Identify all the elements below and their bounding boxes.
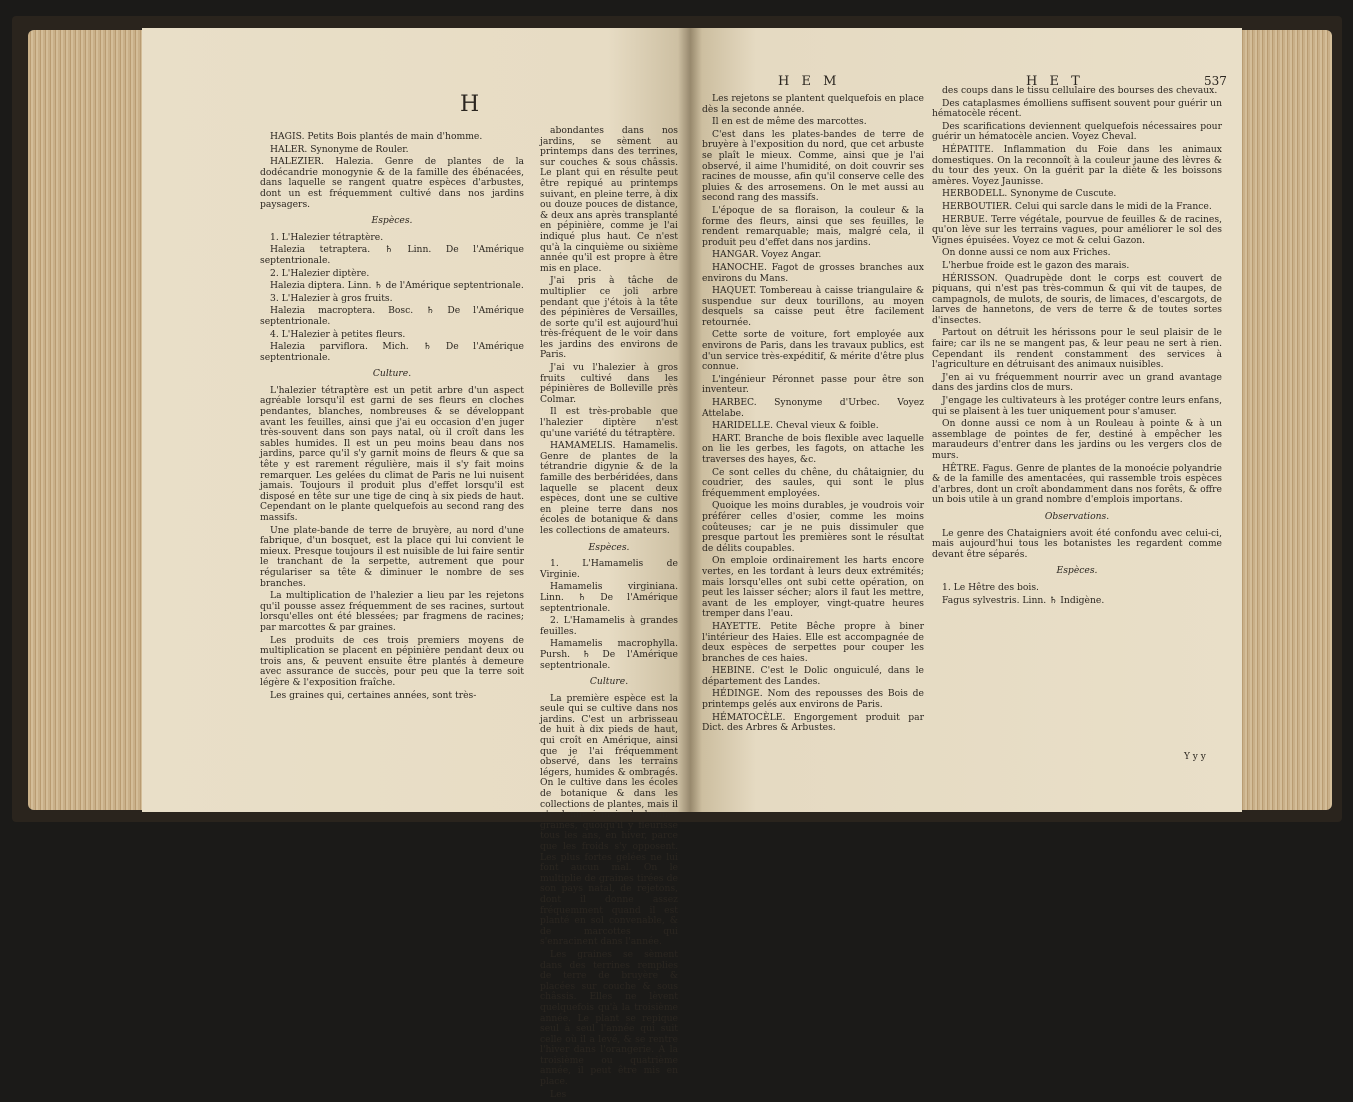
paragraph: On emploie ordinairement les harts encore vertes, en les tordant à leurs deux extrémités; mais lorsqu'elles ont subi cette opération, on peut les laisser sécher; alors il faut les mettre, avant de les employer, vingt-quatre heures tremper dans l'eau. bbox=[702, 555, 924, 620]
paragraph: HANOCHE. Fagot de grosses branches aux environs du Mans. bbox=[702, 261, 924, 284]
paragraph: L'ingénieur Péronnet passe pour être son inventeur. bbox=[702, 373, 924, 396]
paragraph: HALER. Synonyme de Rouler. bbox=[270, 143, 409, 155]
right-page bbox=[690, 28, 1242, 812]
paragraph: Halezia tetraptera. ♄ Linn. De l'Amérique septentrionale. bbox=[260, 244, 524, 266]
paragraph: HERBUE. Terre végétale, pourvue de feuilles & de racines, qu'on lève sur les terrains vagues, pour améliorer le sol des Vignes épuisées. Voyez ce mot & celui Gazon. bbox=[932, 213, 1222, 246]
left-page-edges bbox=[28, 30, 146, 810]
running-header-right: H E T bbox=[1026, 74, 1084, 89]
paragraph: HART. Branche de bois flexible avec laquelle on lie les gerbes, les fagots, on attache les traverses des hayes, &c. bbox=[702, 432, 924, 465]
paragraph: Ce sont celles du chêne, du châtaignier, du coudrier, des saules, qui sont le plus fréquemment employées. bbox=[702, 466, 924, 499]
paragraph: Quoique les moins durables, je voudrois voir préférer celles d'osier, comme les moins coûteuses; car je ne puis dissimuler que presque partout les premières sont le résultat de délits coupables. bbox=[702, 500, 924, 554]
paragraph: Les bbox=[550, 1088, 567, 1100]
paragraph: Culture. bbox=[589, 676, 629, 688]
right-column-2 bbox=[932, 86, 1222, 608]
paragraph: Le genre des Chataigniers avoit été confondu avec celui-ci, mais aujourd'hui tous les botanistes les regardent comme devant être séparés. bbox=[932, 527, 1222, 560]
paragraph: L'herbue froide est le gazon des marais. bbox=[942, 259, 1130, 271]
paragraph: Des scarifications deviennent quelquefois nécessaires pour guérir un hématocèle ancien. Voyez Cheval. bbox=[932, 120, 1222, 143]
paragraph: Observations. bbox=[1044, 510, 1110, 522]
paragraph: HAQUET. Tombereau à caisse triangulaire & suspendue sur deux tourillons, au moyen desquels sa caisse peut être facilement retournée. bbox=[702, 285, 924, 328]
paragraph: 2. L'Halezier diptère. bbox=[270, 267, 370, 279]
paragraph: HAGIS. Petits Bois plantés de main d'homme. bbox=[270, 131, 483, 142]
paragraph: HÉRISSON. Quadrupède dont le corps est couvert de piquans, qui n'est pas très-commun & qui vit de taupes, de campagnols, de mulots, de souris, de limaces, d'escargots, de larves de hannetons, de vers de terre & de toutes sortes d'insectes. bbox=[932, 272, 1222, 326]
page-number: 537 bbox=[1204, 74, 1227, 88]
paragraph: HAMAMELIS. Hamamelis. Genre de plantes de la tétrandrie digynie & de la famille des berbéridées, dans laquelle se placent deux espèces, dont une se cultive en pleine terre dans nos écoles de botanique & dans les collections de amateurs. bbox=[540, 440, 678, 536]
paragraph: L'époque de sa floraison, la couleur & la forme des fleurs, ainsi que ses feuilles, le rendent remarquable; mais, malgré cela, il produit peu d'effet dans nos jardins. bbox=[702, 204, 924, 248]
paragraph: abondantes dans nos jardins, se sèment au printemps dans des terrines, sur couches & sous châssis. Le plant qui en résulte peut être repiqué au printemps suivant, en pleine terre, à dix ou douze pouces de distance, & deux ans après transplanté en pépinière, comme je l'ai indiqué plus haut. Ce n'est qu'à la cinquième ou sixième année qu'il est propre à être mis en place. bbox=[540, 125, 678, 274]
paragraph: Fagus sylvestris. Linn. ♄ Indigène. bbox=[942, 594, 1105, 606]
paragraph: HÉMATOCÈLE. Engorgement produit par Dict. des Arbres & Arbustes. bbox=[702, 711, 924, 734]
paragraph: Halezia parviflora. Mich. ♄ De l'Amérique septentrionale. bbox=[260, 341, 524, 363]
paragraph: 2. L'Hamamelis à grandes feuilles. bbox=[540, 615, 678, 637]
paragraph: J'ai vu l'halezier à gros fruits cultivé dans les pépinières de Bolleville près Colmar. bbox=[540, 362, 678, 405]
paragraph: HARBEC. Synonyme d'Urbec. Voyez Attelabe. bbox=[702, 397, 924, 419]
paragraph: On donne aussi ce nom à un Rouleau à pointe & à un assemblage de pointes de fer, destiné à empêcher les maraudeurs d'entrer dans les jardins ou les vergers clos de murs. bbox=[932, 418, 1222, 461]
paragraph: Halezia diptera. Linn. ♄ de l'Amérique septentrionale. bbox=[270, 280, 524, 292]
paragraph: HERBOUTIER. Celui qui sarcle dans le midi de la France. bbox=[942, 200, 1212, 212]
paragraph: J'en ai vu fréquemment nourrir avec un grand avantage dans des jardins clos de murs. bbox=[932, 371, 1222, 394]
paragraph: Partout on détruit les hérissons pour le seul plaisir de le faire; car ils ne se mangent pas, & leur peau ne sert à rien. Cependant ils rendent constamment des services à l'agriculture en détruisant des animaux nuisibles. bbox=[932, 327, 1222, 371]
paragraph: HARIDELLE. Cheval vieux & foible. bbox=[712, 420, 879, 432]
paragraph: Des cataplasmes émolliens suffisent souvent pour guérir un hématocèle récent. bbox=[932, 97, 1222, 120]
paragraph: La multiplication de l'halezier a lieu par les rejetons qu'il pousse assez fréquemment de ses racines, surtout lorsqu'elles ont été blessées; par fragmens de racines; par marcottes & par graines. bbox=[260, 590, 524, 633]
paragraph: Il est très-probable que l'halezier diptère n'est qu'une variété du tétraptère. bbox=[540, 406, 678, 439]
paragraph: J'ai pris à tâche de multiplier ce joli arbre pendant que j'étois à la tête des pépinières de Versailles, de sorte qu'il est aujourd'hui très-fréquent de le voir dans les jardins des environs de Paris. bbox=[540, 275, 678, 361]
paragraph: HALEZIER. Halezia. Genre de plantes de la dodécandrie monogynie & de la famille des ébénacées, dans laquelle se rangent quatre espèces d'arbustes, dont un est fréquemment cultivé dans nos jardins paysagers. bbox=[260, 156, 524, 210]
paragraph: Cette sorte de voiture, fort employée aux environs de Paris, dans les travaux publics, est d'un service très-expéditif, & mérite d'être plus connue. bbox=[702, 329, 924, 373]
paragraph: HAYETTE. Petite Bêche propre à biner l'intérieur des Haies. Elle est accompagnée de deux espèces de serpettes pour couper les branches de ces haies. bbox=[702, 620, 924, 664]
signature-mark: Y y y bbox=[1184, 752, 1206, 762]
paragraph: C'est dans les plates-bandes de terre de bruyère à l'exposition du nord, que cet arbuste se plaît le mieux. Comme, ainsi que je l'ai observé, il aime l'humidité, on doit couvrir ses racines de mousse, afin qu'il conserve celle des pluies & des arrosemens. On le met aussi au second rang des massifs. bbox=[702, 128, 924, 204]
paragraph: 1. L'Halezier tétraptère. bbox=[270, 231, 384, 243]
paragraph: HÉPATITE. Inflammation du Foie dans les animaux domestiques. On la reconnoît à la couleur jaune des lèvres & du tour des yeux. On la guérit par la diète & les boissons amères. Voyez Jaunisse. bbox=[932, 143, 1222, 187]
paragraph: Il en est de même des marcottes. bbox=[712, 116, 867, 128]
paragraph: 1. Le Hêtre des bois. bbox=[942, 581, 1039, 593]
paragraph: des coups dans le tissu cellulaire des bourses des chevaux. bbox=[942, 85, 1218, 96]
paragraph: HANGAR. Voyez Angar. bbox=[712, 249, 822, 261]
section-letter: H bbox=[460, 92, 481, 117]
left-column-1 bbox=[260, 132, 524, 703]
paragraph: Culture. bbox=[372, 368, 412, 380]
paragraph: 1. L'Hamamelis de Virginie. bbox=[540, 558, 678, 580]
paragraph: HÊTRE. Fagus. Genre de plantes de la monoécie polyandrie & de la famille des amentacées, qui rassemble trois espèces d'arbres, dont un croît abondamment dans nos forêts, & offre un bois utile à un grand nombre d'emplois importans. bbox=[932, 462, 1222, 506]
paragraph: HÉDINGE. Nom des repousses des Bois de printemps gelés aux environs de Paris. bbox=[702, 688, 924, 711]
paragraph: Espèces. bbox=[1056, 565, 1098, 577]
paragraph: On donne aussi ce nom aux Friches. bbox=[942, 247, 1111, 259]
book-gutter bbox=[678, 28, 702, 812]
paragraph: L'halezier tétraptère est un petit arbre d'un aspect agréable lorsqu'il est garni de ses fleurs en cloches pendantes, blanches, nombreuses & se développant avant les feuilles, ainsi que j'ai eu occasion d'en juger très-souvent dans son pays natal, où il croît dans les sables humides. Il est un peu moins beau dans nos jardins, parce qu'il s'y garnit moins de fleurs & que sa tête y est rarement régulière, mais il s'y fait moins remarquer. Les gelées du climat de Paris ne lui nuisent jamais. Toujours il produit plus d'effet lorsqu'il est disposé en tête sur une tige de cinq à six pieds de haut. Cependant on le plante quelquefois au second rang des massifs. bbox=[260, 384, 524, 523]
paragraph: Espèces. bbox=[588, 541, 630, 553]
right-column-1 bbox=[702, 94, 924, 736]
running-header-left: H E M bbox=[778, 74, 841, 89]
paragraph: Les rejetons se plantent quelquefois en place dès la seconde année. bbox=[702, 93, 924, 115]
right-page-edges bbox=[1240, 30, 1332, 810]
paragraph: Halezia macroptera. Bosc. ♄ De l'Amérique septentrionale. bbox=[260, 305, 524, 327]
paragraph: Les graines se sèment dans des terrines remplies de terre de bruyère & placées sur couche & sous châssis. Elles ne lèvent quelquefois qu'à la troisième année. Le plant se repique seul à seul l'année qui suit celle où il a levé, & se rentre l'hiver dans l'orangerie. A la troisième ou quatrième année, il peut être mis en place. bbox=[540, 948, 678, 1088]
paragraph: La première espèce est la seule qui se cultive dans nos jardins. C'est un arbrisseau de huit à dix pieds de haut, qui croît en Amérique, ainsi que je l'ai fréquemment observé, dans les terrains légers, humides & ombragés. On le cultive dans les écoles de botanique & dans les collections de plantes, mais il n'y donne jamais de bonnes graines, quoiqu'il y fleurisse tous les ans, en hiver, parce que les froids s'y opposent. Les plus fortes gelées ne lui font aucun mal. On le multiplie de graines tirées de son pays natal, de rejetons, dont il donne assez fréquemment quand il est planté en sol convenable, & de marcottes qui s'enracinent dans l'année. bbox=[540, 692, 678, 948]
paragraph: Espèces. bbox=[371, 215, 413, 227]
paragraph: Hamamelis macrophylla. Pursh. ♄ De l'Amérique septentrionale. bbox=[540, 638, 678, 671]
paragraph: HERBODELL. Synonyme de Cuscute. bbox=[942, 188, 1117, 200]
paragraph: Hamamelis virginiana. Linn. ♄ De l'Amérique septentrionale. bbox=[540, 581, 678, 614]
paragraph: J'engage les cultivateurs à les protéger contre leurs enfans, qui se plaisent à les tuer uniquement pour s'amuser. bbox=[932, 395, 1222, 417]
left-column-2 bbox=[540, 126, 678, 1102]
paragraph: 4. L'Halezier à petites fleurs. bbox=[270, 328, 406, 340]
paragraph: Les produits de ces trois premiers moyens de multiplication se placent en pépinière pendant deux ou trois ans, & peuvent ensuite être plantés à demeure avec assurance de succès, pour peu que la terre soit légère & l'exposition fraîche. bbox=[260, 634, 524, 688]
paragraph: Une plate-bande de terre de bruyère, au nord d'une fabrique, d'un bosquet, est la place qui lui convient le mieux. Presque toujours il est nuisible de lui faire sentir le tranchant de la serpette, autrement que pour régulariser sa tête & diminuer le nombre de ses branches. bbox=[260, 524, 524, 589]
left-page bbox=[142, 28, 690, 1100]
paragraph: Les graines qui, certaines années, sont très- bbox=[270, 689, 477, 701]
paragraph: HEBINE. C'est le Dolic onguiculé, dans le département des Landes. bbox=[702, 665, 924, 687]
paragraph: 3. L'Halezier à gros fruits. bbox=[270, 292, 393, 304]
